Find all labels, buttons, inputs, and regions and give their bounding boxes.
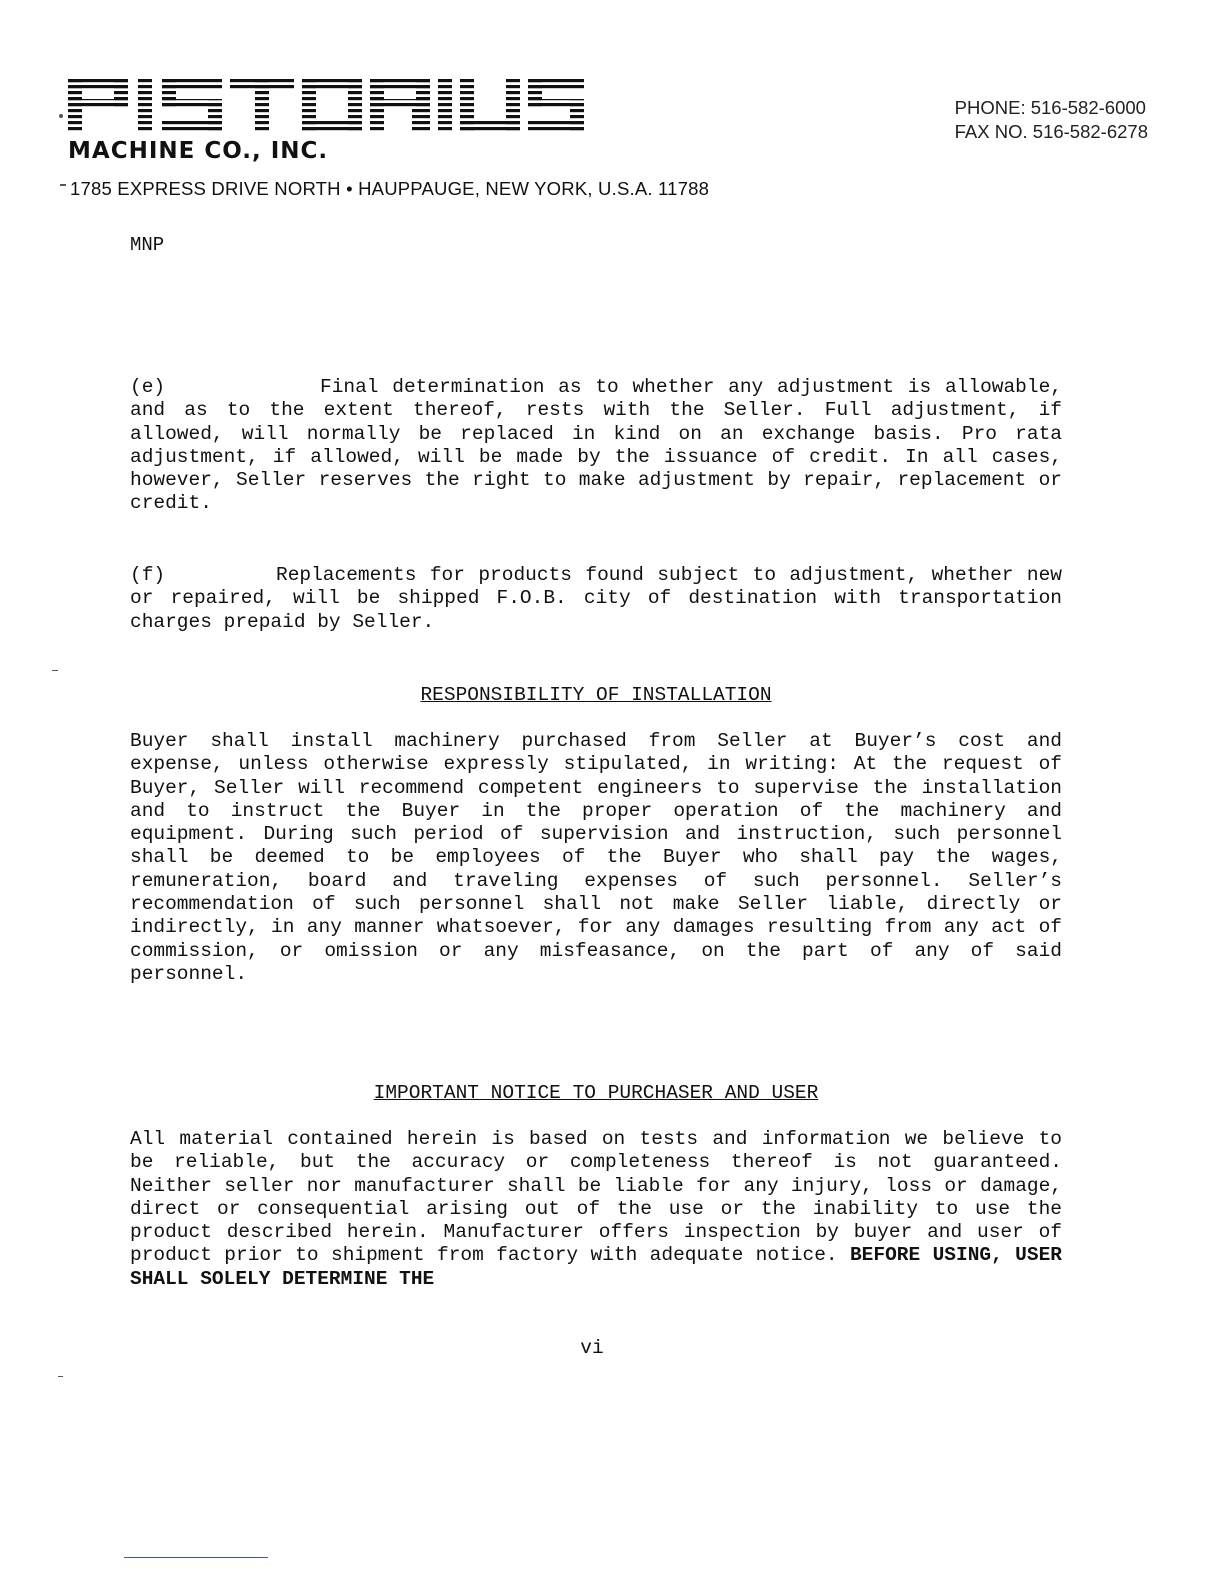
paragraph-e	[130, 376, 1062, 516]
scan-speck	[52, 670, 58, 671]
contact-block	[955, 96, 1148, 144]
phone-number: PHONE: 516-582-6000	[954, 97, 1146, 118]
notice-text: All material contained herein is based on tests and information we believe to be reliable, but the accuracy or completeness thereof is not guaranteed. Neither seller nor manufacturer shall be liable for any injury, loss or damage, direct or consequential arising out of the use or the inability to use the product described herein. Manufacturer offers inspection by buyer and user of product prior to shipment from factory with adequate notice.	[130, 1128, 1062, 1267]
scan-speck	[59, 114, 63, 118]
paragraph-f-label: (f)	[130, 564, 166, 586]
company-address: 1785 EXPRESS DRIVE NORTH • HAUPPAUGE, NEW YORK, U.S.A. 11788	[70, 178, 710, 199]
scan-speck	[58, 1376, 63, 1377]
fax-number: FAX NO. 516-582-6278	[954, 121, 1148, 142]
paragraph-e-text: Final determination as to whether any adjustment is allowable, and as to the extent thereof, rests with the Seller. Full adjustment, if allowed, will normally be replaced in kind on an exchange basis. Pro rata adjustment, if allowed, will be made by the issuance of credit. In all cases, however, Seller reserves the right to make adjustment by repair, replacement or credit.	[130, 376, 1062, 515]
company-logo	[66, 73, 586, 135]
notice-heading: IMPORTANT NOTICE TO PURCHASER AND USER	[373, 1082, 819, 1104]
paragraph-f-text: Replacements for products found subject to adjustment, whether new or repaired, will be shipped F.O.B. city of destination with transportation charges prepaid by Seller.	[130, 564, 1062, 633]
paragraph-e-label: (e)	[130, 376, 166, 398]
notice-bold-tail: BEFORE USING, USER SHALL SOLELY DETERMINE THE	[130, 1244, 1062, 1290]
paragraph-f	[130, 564, 1062, 634]
page-number: vi	[580, 1337, 604, 1359]
footer-rule	[124, 1557, 268, 1558]
scan-speck	[60, 184, 66, 186]
installation-heading: RESPONSIBILITY OF INSTALLATION	[420, 684, 772, 706]
installation-paragraph: Buyer shall install machinery purchased from Seller at Buyer’s cost and expense, unless otherwise expressly stipulated, in writing: At the request of Buyer, Seller will recommend competent engineers to supervise the installation and to instruct the Buyer in the proper operation of the machinery and equipment. During such period of supervision and instruction, such personnel shall be deemed to be employees of the Buyer who shall pay the wages, remuneration, board and traveling expenses of such personnel. Seller’s recommendation of such personnel shall not make Seller liable, directly or indirectly, in any manner whatsoever, for any damages resulting from any act of commission, or omission or any misfeasance, on the part of any of said personnel.	[130, 730, 1062, 985]
reference-code: MNP	[130, 234, 165, 256]
company-name-line: MACHINE CO., INC.	[68, 138, 329, 164]
notice-paragraph	[130, 1128, 1062, 1291]
